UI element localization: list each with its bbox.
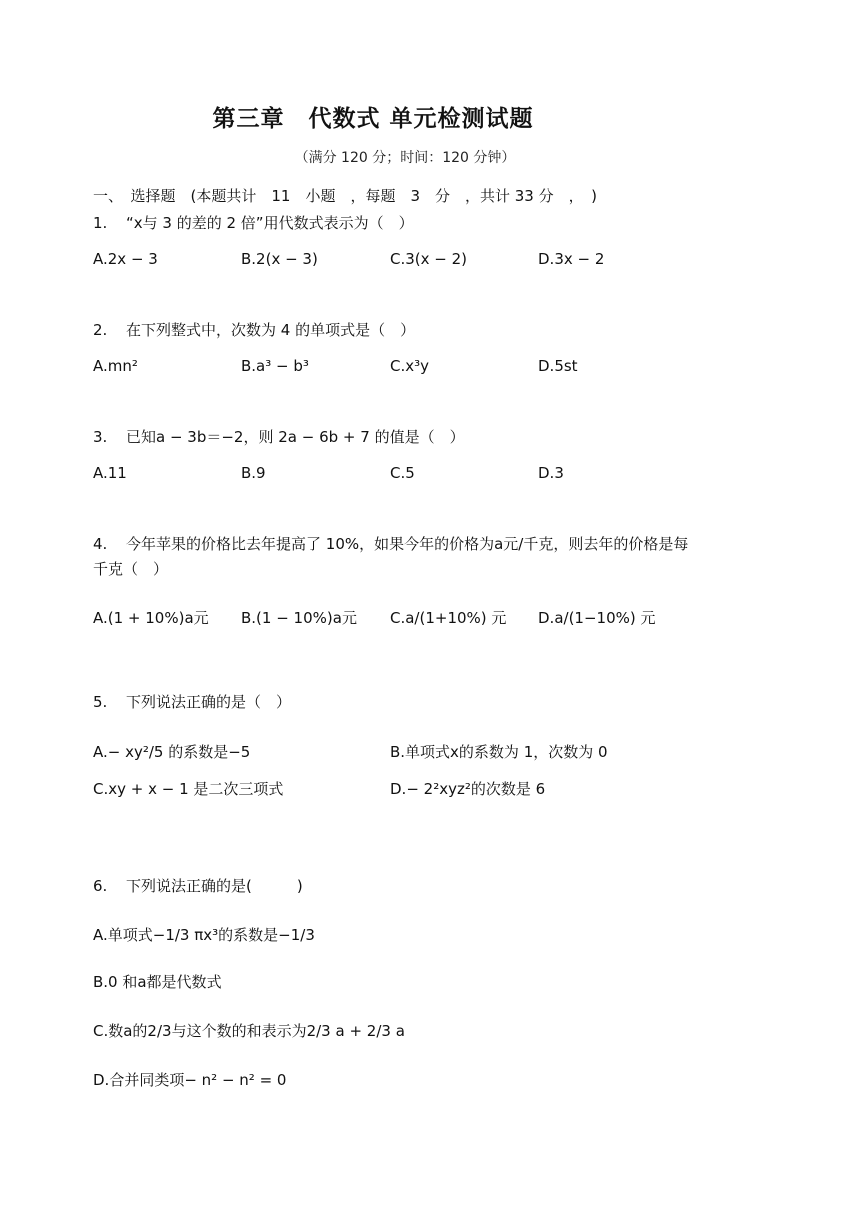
question-4-stem-line-1: 今年苹果的价格比去年提高了 10%，如果今年的价格为a元/千克，则去年的价格是每 bbox=[126, 535, 689, 553]
question-4-number: 4. bbox=[93, 535, 108, 553]
question-2-option-b: B.a³ − b³ bbox=[241, 357, 309, 375]
question-1-option-d: D.3x − 2 bbox=[538, 250, 605, 268]
question-3-option-c: C.5 bbox=[390, 464, 415, 482]
question-5-stem: 下列说法正确的是（ ） bbox=[126, 693, 292, 711]
page-title: 第三章 代数式 单元检测试题 bbox=[212, 106, 534, 132]
question-2-stem: 在下列整式中，次数为 4 的单项式是（ ） bbox=[126, 321, 416, 339]
question-5-option-c: C.xy + x − 1 是二次三项式 bbox=[93, 780, 284, 798]
question-1-stem: “x与 3 的差的 2 倍”用代数式表示为（ ） bbox=[126, 214, 414, 232]
question-3-option-b: B.9 bbox=[241, 464, 266, 482]
question-4-option-b: B.(1 − 10%)a元 bbox=[241, 609, 357, 627]
question-6-option-c: C.数a的2/3与这个数的和表示为2/3 a + 2/3 a bbox=[93, 1022, 405, 1040]
question-5-number: 5. bbox=[93, 693, 108, 711]
question-5-option-b: B.单项式x的系数为 1，次数为 0 bbox=[390, 743, 608, 761]
question-6-option-d: D.合并同类项− n² − n² = 0 bbox=[93, 1071, 287, 1089]
question-2-number: 2. bbox=[93, 321, 108, 339]
question-6-option-a: A.单项式−1/3 πx³的系数是−1/3 bbox=[93, 926, 315, 944]
question-1-option-a: A.2x − 3 bbox=[93, 250, 158, 268]
question-3-option-d: D.3 bbox=[538, 464, 564, 482]
question-5-option-a: A.− xy²/5 的系数是−5 bbox=[93, 743, 251, 761]
question-4-option-d: D.a/(1−10%) 元 bbox=[538, 609, 656, 627]
question-1-option-c: C.3(x − 2) bbox=[390, 250, 468, 268]
question-4-option-a: A.(1 + 10%)a元 bbox=[93, 609, 209, 627]
question-3-stem: 已知a − 3b＝−2，则 2a − 6b + 7 的值是（ ） bbox=[126, 428, 465, 446]
page-subtitle: （满分 120 分；时间：120 分钟） bbox=[294, 150, 516, 166]
question-2-option-c: C.x³y bbox=[390, 357, 430, 375]
question-1-option-b: B.2(x − 3) bbox=[241, 250, 318, 268]
question-6-number: 6. bbox=[93, 877, 108, 895]
question-6-option-b: B.0 和a都是代数式 bbox=[93, 973, 222, 991]
question-6-stem: 下列说法正确的是( ) bbox=[126, 877, 303, 895]
question-4-option-c: C.a/(1+10%) 元 bbox=[390, 609, 507, 627]
question-2-option-d: D.5st bbox=[538, 357, 578, 375]
section-heading: 一、 选择题 (本题共计 11 小题 ，每题 3 分 ，共计 33 分 ， ) bbox=[93, 187, 597, 205]
question-5-option-d: D.− 2²xyz²的次数是 6 bbox=[390, 780, 546, 798]
question-2-option-a: A.mn² bbox=[93, 357, 138, 375]
question-1-number: 1. bbox=[93, 214, 108, 232]
question-4-stem-line-2: 千克（ ） bbox=[93, 560, 169, 578]
question-3-option-a: A.11 bbox=[93, 464, 127, 482]
question-3-number: 3. bbox=[93, 428, 108, 446]
